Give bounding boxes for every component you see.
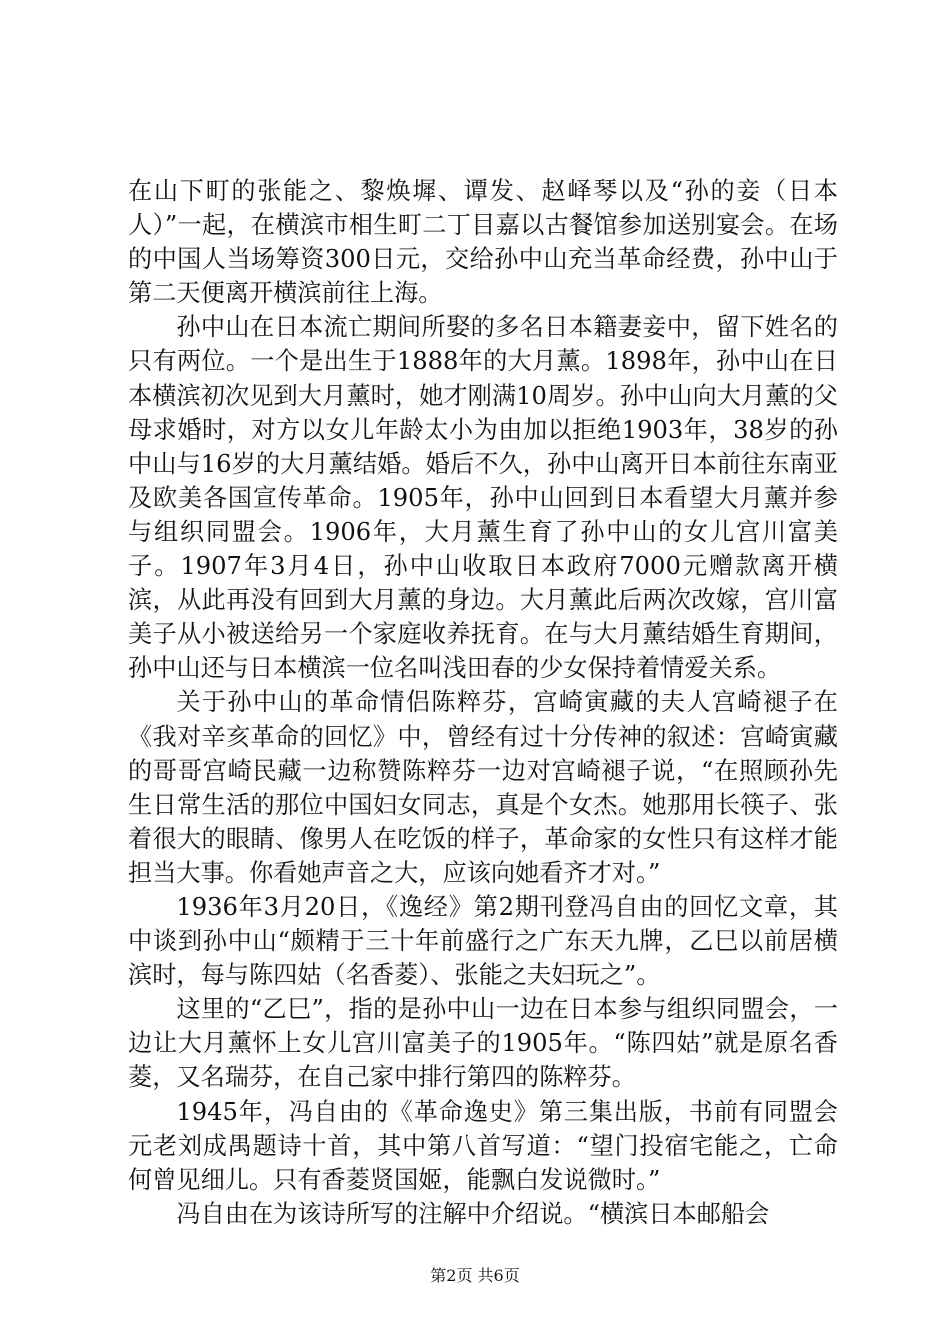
- page-footer: [0, 1266, 950, 1286]
- paragraph-1: 在山下町的张能之、黎焕墀、谭发、赵峄琴以及“孙的妾（日本人）”一起，在横滨市相生町二丁目嘉以古餐馆参加送别宴会。在场的中国人当场筹资300日元，交给孙中山充当革命经费，孙中山于第二天便离开横滨前往上海。: [128, 177, 838, 308]
- paragraph-3: 关于孙中山的革命情侣陈粹芬，宫崎寅藏的夫人宫崎褪子在《我对辛亥革命的回忆》中，曾经有过十分传神的叙述：宫崎寅藏的哥哥宫崎民藏一边称赞陈粹芬一边对宫崎褪子说，“在照顾孙先生日常生活的那位中国妇女同志，真是个女杰。她那用长筷子、张着很大的眼睛、像男人在吃饭的样子，革命家的女性只有这样才能担当大事。你看她声音之大，应该向她看齐才对。”: [128, 688, 838, 887]
- page-number: 第2页 共6页: [430, 1266, 520, 1285]
- paragraph-4: 1936年3月20日，《逸经》第2期刊登冯自由的回忆文章，其中谈到孙中山“颇精于三十年前盛行之广东天九牌，乙巳以前居横滨时，每与陈四姑（名香菱）、张能之夫妇玩之”。: [128, 892, 838, 990]
- paragraph-6: 1945年，冯自由的《革命逸史》第三集出版，书前有同盟会元老刘成禺题诗十首，其中第八首写道：“望门投宿宅能之，亡命何曾见细儿。只有香菱贤国姬，能飘白发说微时。”: [128, 1097, 838, 1194]
- document-body: [128, 174, 838, 1231]
- paragraph-7: 冯自由在为该诗所写的注解中介绍说。“横滨日本邮船会: [176, 1199, 770, 1228]
- paragraph-2: 孙中山在日本流亡期间所娶的多名日本籍妻妾中，留下姓名的只有两位。一个是出生于1888年的大月薰。1898年，孙中山在日本横滨初次见到大月薰时，她才刚满10周岁。孙中山向大月薰的父母求婚时，对方以女儿年龄太小为由加以拒绝1903年，38岁的孙中山与16岁的大月薰结婚。婚后不久，孙中山离开日本前往东南亚及欧美各国宣传革命。1905年，孙中山回到日本看望大月薰并参与组织同盟会。1906年，大月薰生育了孙中山的女儿宫川富美子。1907年3月4日，孙中山收取日本政府7000元赠款离开横滨，从此再没有回到大月薰的身边。大月薰此后两次改嫁，宫川富美子从小被送给另一个家庭收养抚育。在与大月薰结婚生育期间，孙中山还与日本横滨一位名叫浅田春的少女保持着情爱关系。: [128, 313, 838, 683]
- paragraph-5: 这里的“乙巳”，指的是孙中山一边在日本参与组织同盟会，一边让大月薰怀上女儿宫川富美子的1905年。“陈四姑”就是原名香菱，又名瑞芬，在自己家中排行第四的陈粹芬。: [128, 995, 838, 1092]
